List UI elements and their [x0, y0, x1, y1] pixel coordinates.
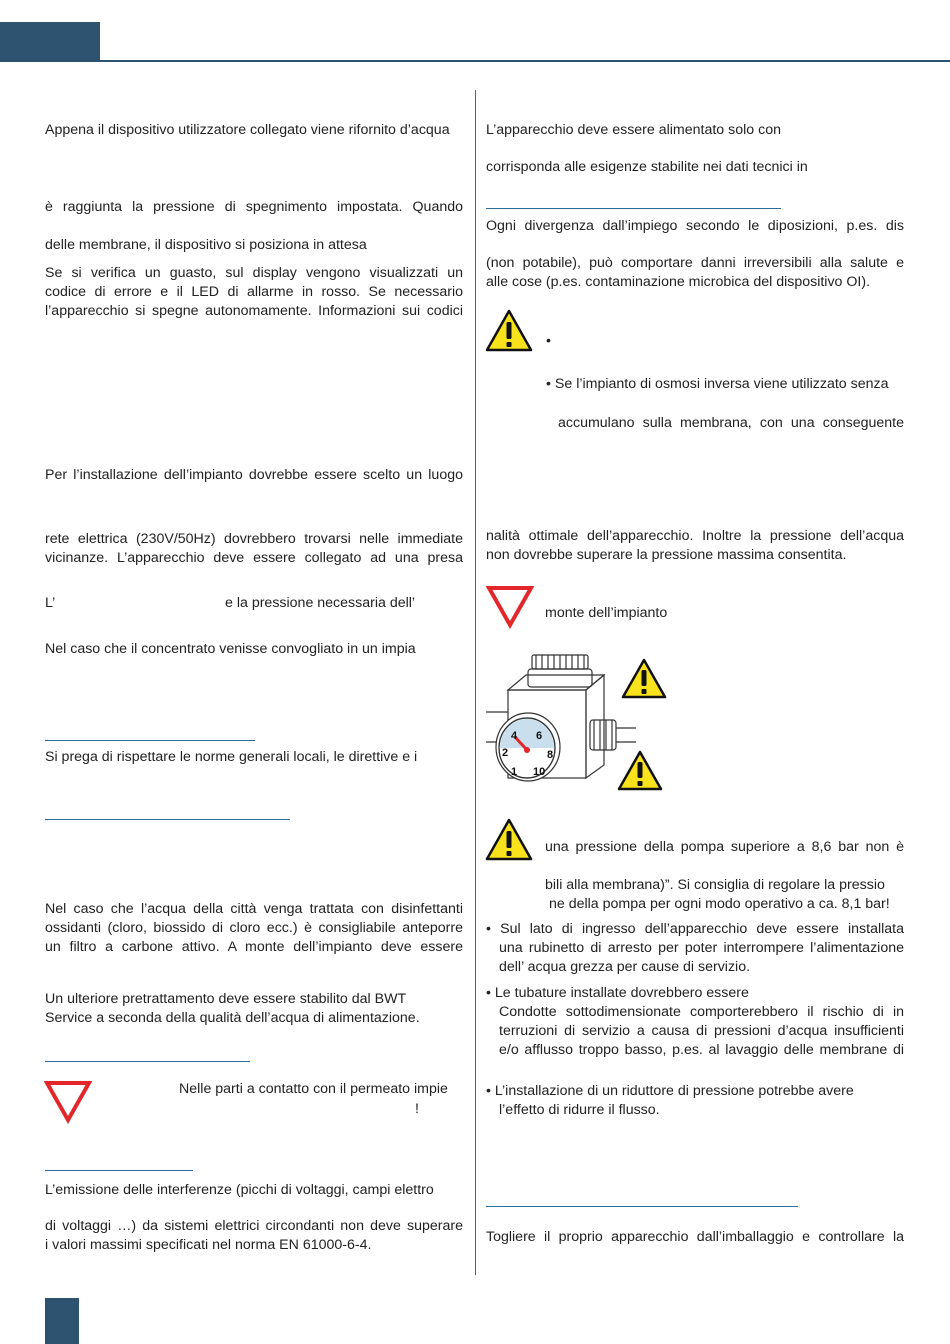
left-paragraph-9: Si prega di rispettare le norme generali locali, le direttive e i	[45, 749, 418, 765]
right-bullet-2-line-1: • Le tubature installate dovrebbero essere	[486, 985, 749, 1001]
left-paragraph-3: delle membrane, il dispositivo si posiziona in attesa	[45, 237, 367, 253]
left-paragraph-13: L’emissione delle interferenze (picchi di voltaggi, campi elettro	[45, 1182, 434, 1198]
left-paragraph-6-line-2: vicinanze. L’apparecchio deve essere collegato ad una presa	[45, 550, 463, 566]
bullet-empty: •	[546, 333, 551, 349]
section-rule	[486, 1206, 798, 1207]
section-rule	[45, 819, 290, 820]
page-number-tab	[45, 1298, 79, 1344]
pressure-gauge-illustration	[486, 650, 686, 800]
right-paragraph-7-line-1: nalità ottimale dell’apparecchio. Inoltre la pressione dell’acqua	[486, 528, 904, 544]
right-paragraph-9: una pressione della pompa superiore a 8,6 bar non è	[545, 839, 904, 855]
warning-triangle-icon	[485, 309, 533, 352]
warning-triangle-icon	[485, 818, 533, 861]
right-bullet-osmosis: • Se l’impianto di osmosi inversa viene utilizzato senza	[546, 376, 889, 392]
right-bullet-3-line-2: l’effetto di ridurre il flusso.	[499, 1102, 660, 1118]
gauge-label: 10	[533, 766, 546, 778]
section-rule	[45, 740, 255, 741]
right-bullet-1-line-3: dell’ acqua grezza per cause di servizio.	[499, 959, 751, 975]
left-paragraph-8: Nel caso che il concentrato venisse convogliato in un impia	[45, 641, 416, 657]
left-paragraph-12-end: !	[415, 1101, 419, 1117]
gauge-label: 1	[511, 766, 518, 778]
right-bullet-2-line-3: terruzioni di servizio a causa di pressioni d’acqua insufficienti	[499, 1023, 904, 1039]
header-tab	[0, 22, 100, 60]
right-paragraph-4-line-2: alle cose (p.es. contaminazione microbica del dispositivo OI).	[486, 274, 871, 290]
right-bullet-1-line-2: una rubinetto di arresto per poter interrompere l’alimentazione	[499, 940, 904, 956]
right-paragraph-3: Ogni divergenza dall’impiego secondo le diposizioni, p.es. dis	[486, 218, 904, 234]
left-paragraph-6-line-1: rete elettrica (230V/50Hz) dovrebbero trovarsi nelle immediate	[45, 531, 463, 547]
left-paragraph-14-line-1: di voltaggi …) da sistemi elettrici circondanti non deve superare	[45, 1218, 463, 1234]
left-paragraph-10-line-2: ossidanti (cloro, biossido di cloro ecc.) è consigliabile anteporre	[45, 920, 463, 936]
left-paragraph-1: Appena il dispositivo utilizzatore collegato viene rifornito d’acqua	[45, 122, 450, 138]
left-paragraph-2: è raggiunta la pressione di spegnimento impostata. Quando	[45, 199, 463, 215]
right-bullet-2-line-2: Condotte sottodimensionate comporterebbero il rischio di in	[499, 1004, 904, 1020]
left-paragraph-7b: e la pressione necessaria dell’	[225, 595, 416, 611]
left-paragraph-4-line-2: codice di errore e il LED di allarme in rosso. Se necessario	[45, 284, 463, 300]
gauge-label: 4	[511, 730, 518, 742]
left-paragraph-7a: L’	[45, 595, 56, 611]
right-bullet-3-line-1: • L’installazione di un riduttore di pressione potrebbe avere	[486, 1083, 854, 1099]
left-paragraph-11-line-2: Service a seconda della qualità dell’acqua di alimentazione.	[45, 1010, 420, 1026]
column-divider	[475, 90, 476, 1275]
section-rule	[45, 1061, 250, 1062]
left-paragraph-10-line-1: Nel caso che l’acqua della città venga trattata con disinfettanti	[45, 901, 463, 917]
right-bullet-2-line-4: e/o afflusso troppo basso, p.es. al lavaggio delle membrane di	[499, 1042, 904, 1058]
left-paragraph-4-line-3: l’apparecchio si spegne autonomamente. Informazioni sui codici	[45, 303, 463, 319]
right-paragraph-11: Togliere il proprio apparecchio dall’imballaggio e controllare la	[486, 1229, 904, 1245]
right-paragraph-2: corrisponda alle esigenze stabilite nei dati tecnici in	[486, 159, 808, 175]
left-paragraph-12: Nelle parti a contatto con il permeato impie	[179, 1081, 448, 1097]
left-paragraph-14-line-2: i valori massimi specificati nel norma EN 61000-6-4.	[45, 1237, 372, 1253]
gauge-label: 8	[547, 749, 554, 761]
section-rule	[45, 1170, 193, 1171]
left-paragraph-11-line-1: Un ulteriore pretrattamento deve essere stabilito dal BWT	[45, 991, 407, 1007]
caution-triangle-icon	[44, 1080, 92, 1124]
caution-triangle-icon	[486, 585, 534, 629]
right-bullet-1-line-1: • Sul lato di ingresso dell’apparecchio deve essere installata	[486, 921, 904, 937]
right-paragraph-7-line-2: non dovrebbe superare la pressione massima consentita.	[486, 547, 847, 563]
gauge-label: 2	[502, 747, 509, 759]
left-paragraph-10-line-3: un filtro a carbone attivo. A monte dell’impianto deve essere	[45, 939, 463, 955]
right-paragraph-4-line-1: (non potabile), può comportare danni irreversibili alla salute e	[486, 255, 904, 271]
right-paragraph-6: accumulano sulla membrana, con una conseguente	[558, 415, 904, 431]
right-paragraph-10-line-2: ne della pompa per ogni modo operativo a ca. 8,1 bar!	[549, 896, 890, 912]
right-paragraph-1: L’apparecchio deve essere alimentato solo con	[486, 122, 781, 138]
section-rule	[486, 208, 781, 209]
right-paragraph-10-line-1: bili alla membrana)”. Si consiglia di regolare la pressio	[545, 877, 885, 893]
left-paragraph-5: Per l’installazione dell’impianto dovrebbe essere scelto un luogo	[45, 467, 463, 483]
left-paragraph-4-line-1: Se si verifica un guasto, sul display vengono visualizzati un	[45, 265, 463, 281]
header-rule	[0, 60, 950, 62]
right-paragraph-8: monte dell’impianto	[545, 605, 668, 621]
gauge-label: 6	[536, 730, 543, 742]
